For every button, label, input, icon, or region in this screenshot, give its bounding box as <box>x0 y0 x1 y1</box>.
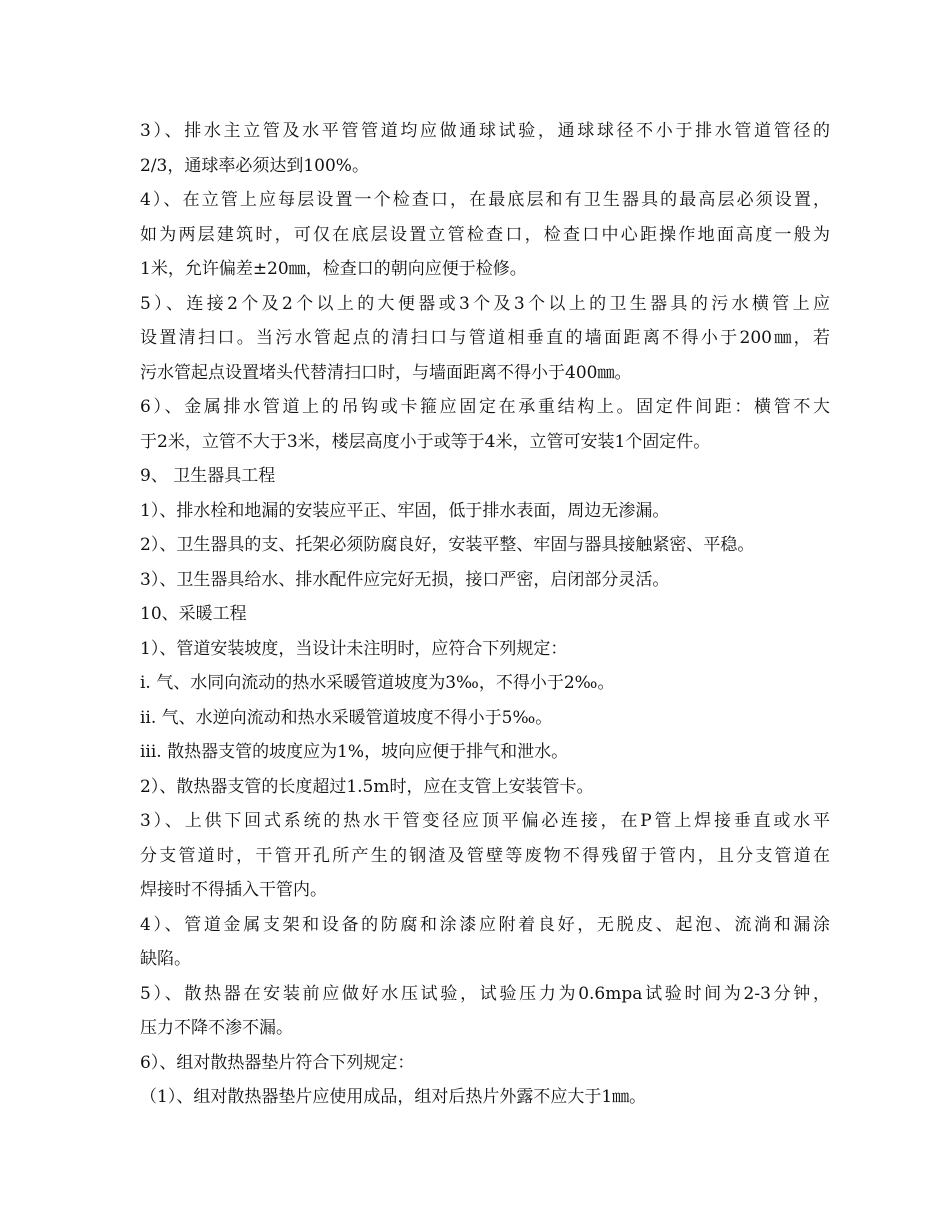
text-line: iii. 散热器支管的坡度应为1%，坡向应便于排气和泄水。 <box>140 742 569 762</box>
text-line: 5）、散热器在安装前应做好水压试验，试验压力为0.6mpa试验时间为2-3分钟， <box>140 983 830 1004</box>
text-line: 2/3，通球率必须达到100%。 <box>140 155 369 176</box>
text-line: 10、采暖工程 <box>140 604 247 624</box>
text-line: 1）、排水栓和地漏的安装应平正、牢固，低于排水表面，周边无渗漏。 <box>140 500 670 521</box>
text-line: 3）、上供下回式系统的热水干管变径应顶平偏必连接，在P管上焊接垂直或水平 <box>140 811 830 831</box>
text-line: 如为两层建筑时，可仅在底层设置立管检查口，检查口中心距操作地面高度一般为 <box>140 224 830 245</box>
text-line: 5）、连接2个及2个以上的大便器或3个及3个以上的卫生器具的污水横管上应 <box>140 293 830 314</box>
text-line: 6）、金属排水管道上的吊钩或卡箍应固定在承重结构上。固定件间距：横管不大 <box>140 397 830 417</box>
text-line: 2）、卫生器具的支、托架必须防腐良好，安装平整、牢固与器具接触紧密、平稳。 <box>140 535 755 555</box>
text-line: 压力不降不渗不漏。 <box>140 1018 293 1038</box>
text-line: 污水管起点设置堵头代替清扫口时，与墙面距离不得小于400㎜。 <box>140 362 632 383</box>
text-line: 6）、组对散热器垫片符合下列规定： <box>140 1052 415 1073</box>
text-line: 4）、管道金属支架和设备的防腐和涂漆应附着良好，无脱皮、起泡、流淌和漏涂 <box>140 914 830 935</box>
text-line: 设置清扫口。当污水管起点的清扫口与管道相垂直的墙面距离不得小于200㎜，若 <box>140 328 830 348</box>
text-line: 2）、散热器支管的长度超过1.5m时，应在支管上安装管卡。 <box>140 776 594 797</box>
text-line: i. 气、水同向流动的热水采暖管道坡度为3‰，不得小于2‰。 <box>140 673 615 693</box>
text-line: 1米，允许偏差±20㎜，检查口的朝向应便于检修。 <box>140 259 527 279</box>
text-line: 9、 卫生器具工程 <box>140 466 276 486</box>
text-line: 1）、管道安装坡度，当设计未注明时，应符合下列规定： <box>140 638 568 659</box>
text-line: 4）、在立管上应每层设置一个检查口，在最底层和有卫生器具的最高层必须设置， <box>140 190 830 210</box>
text-line: 于2米，立管不大于3米，楼层高度小于或等于4米，立管可安装1个固定件。 <box>140 431 711 452</box>
text-line: （1）、组对散热器垫片应使用成品，组对后热片外露不应大于1㎜。 <box>140 1087 647 1107</box>
text-line: 3）、排水主立管及水平管管道均应做通球试验，通球球径不小于排水管道管径的 <box>140 121 830 141</box>
text-line: 焊接时不得插入干管内。 <box>140 880 327 900</box>
document-body <box>140 114 830 1115</box>
text-line: 3）、卫生器具给水、排水配件应完好无损，接口严密，启闭部分灵活。 <box>140 569 670 590</box>
text-line: 分支管道时，干管开孔所产生的钢渣及管壁等废物不得残留于管内，且分支管道在 <box>140 845 830 866</box>
text-line: 缺陷。 <box>140 949 191 969</box>
text-line: ii. 气、水逆向流动和热水采暖管道坡度不得小于5‰。 <box>140 707 553 728</box>
